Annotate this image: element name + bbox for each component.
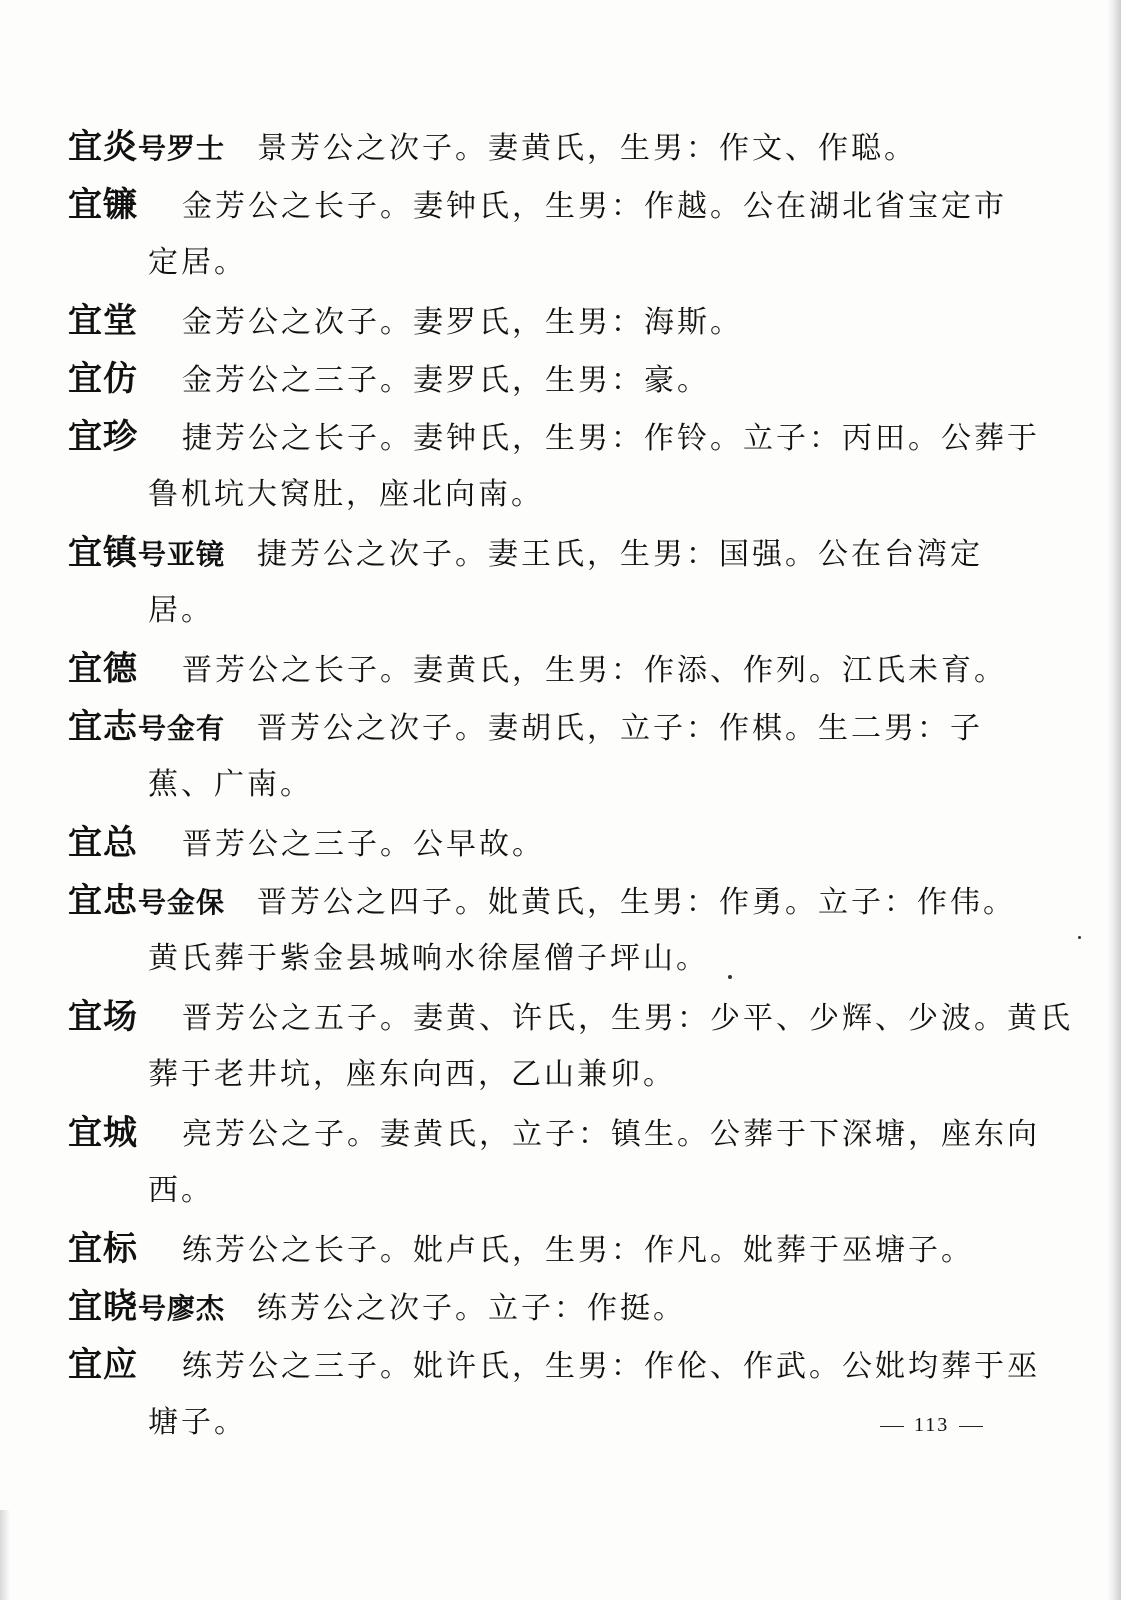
entry-name: 宜堂 [68, 301, 138, 341]
entry-text: 练芳公之次子。立子：作挺。 [257, 1291, 687, 1326]
page-number-dash-left [880, 1426, 904, 1427]
entry-alias: 号亚镜 [138, 538, 226, 571]
entry-name: 宜珍 [68, 417, 138, 457]
entry-text: 练芳公之三子。妣许氏，生男：作伦、作武。公妣均葬于巫 [182, 1349, 1040, 1384]
entry-first-line [68, 698, 1008, 756]
entry-first-line [68, 814, 1008, 872]
entry-first-line [68, 1336, 1040, 1394]
genealogy-entry [68, 292, 1008, 350]
scan-speck [1078, 936, 1081, 939]
genealogy-entry [68, 988, 1073, 1104]
entry-heading [68, 118, 225, 178]
entry-heading [68, 1104, 138, 1162]
entry-heading [68, 292, 138, 350]
genealogy-entry [68, 350, 1008, 408]
genealogy-entry [68, 1278, 1008, 1336]
genealogy-entry [68, 814, 1008, 872]
genealogy-entry [68, 524, 1008, 640]
genealogy-entry [68, 1220, 1008, 1278]
entry-first-line [68, 176, 1008, 234]
entry-heading [68, 814, 138, 872]
entry-text: 金芳公之次子。妻罗氏，生男：海斯。 [182, 305, 743, 340]
entry-text: 晋芳公之三子。公早故。 [182, 827, 545, 862]
entry-continuation-line: 鲁机坑大窝肚，座北向南。 [148, 477, 544, 512]
entry-name: 宜忠 [68, 881, 138, 921]
genealogy-entry [68, 640, 1008, 698]
entry-name: 宜德 [68, 649, 138, 689]
entry-text: 练芳公之长子。妣卢氏，生男：作凡。妣葬于巫塘子。 [182, 1233, 974, 1268]
genealogy-entry [68, 408, 1040, 524]
entry-name: 宜标 [68, 1229, 138, 1269]
genealogy-entries [68, 118, 1073, 1452]
entry-text: 亮芳公之子。妻黄氏，立子：镇生。公葬于下深塘，座东向 [182, 1117, 1040, 1152]
scan-speck [728, 975, 732, 979]
entry-continuation-line: 西。 [148, 1173, 214, 1208]
entry-continuation-line: 蕉、广南。 [148, 767, 313, 802]
entry-first-line [68, 1104, 1040, 1162]
entry-text: 晋芳公之长子。妻黄氏，生男：作添、作列。江氏未育。 [182, 653, 1007, 688]
entry-continuation-line: 黄氏葬于紫金县城响水徐屋僧子坪山。 [148, 941, 709, 976]
entry-first-line [68, 872, 1017, 930]
genealogy-entry [68, 1336, 1040, 1452]
page-number [870, 1414, 993, 1437]
entry-continuation-line: 居。 [148, 593, 214, 628]
page-number-dash-right [959, 1426, 983, 1427]
entry-alias: 号廖杰 [138, 1292, 226, 1325]
entry-heading [68, 988, 138, 1046]
entry-name: 宜镇 [68, 533, 138, 573]
entry-text: 捷芳公之长子。妻钟氏，生男：作铃。立子：丙田。公葬于 [182, 421, 1040, 456]
entry-first-line [68, 988, 1073, 1046]
entry-heading [68, 408, 138, 466]
entry-text: 金芳公之长子。妻钟氏，生男：作越。公在湖北省宝定市 [182, 189, 1007, 224]
entry-name: 宜炎 [68, 127, 138, 167]
genealogy-entry [68, 118, 1008, 176]
scan-edge-shadow-left [0, 1510, 10, 1600]
entry-heading [68, 698, 225, 758]
entry-continuation-line: 葬于老井坑，座东向西，乙山兼卯。 [148, 1057, 676, 1092]
entry-text: 金芳公之三子。妻罗氏，生男：豪。 [182, 363, 710, 398]
entry-first-line [68, 1220, 1008, 1278]
entry-first-line [68, 118, 1008, 176]
entry-first-line [68, 1278, 1008, 1336]
entry-name: 宜城 [68, 1113, 138, 1153]
entry-text: 捷芳公之次子。妻王氏，生男：国强。公在台湾定 [257, 537, 984, 572]
entry-heading [68, 350, 138, 408]
entry-continuation-line: 塘子。 [148, 1405, 247, 1440]
genealogy-entry [68, 872, 1017, 988]
entry-text: 晋芳公之四子。妣黄氏，生男：作勇。立子：作伟。 [257, 885, 1017, 920]
entry-first-line [68, 640, 1008, 698]
entry-heading [68, 872, 225, 932]
entry-name: 宜场 [68, 997, 138, 1037]
entry-text: 晋芳公之次子。妻胡氏，立子：作棋。生二男：子 [257, 711, 984, 746]
page-number-value: 113 [914, 1414, 950, 1436]
entry-heading [68, 176, 138, 234]
entry-first-line [68, 524, 1008, 582]
entry-alias: 号金保 [138, 886, 226, 919]
entry-first-line [68, 292, 1008, 350]
entry-name: 宜晓 [68, 1287, 138, 1327]
entry-name: 宜总 [68, 823, 138, 863]
entry-alias: 号金有 [138, 712, 226, 745]
entry-text: 景芳公之次子。妻黄氏，生男：作文、作聪。 [257, 131, 918, 166]
entry-heading [68, 1220, 138, 1278]
entry-heading [68, 524, 225, 584]
genealogy-entry [68, 698, 1008, 814]
entry-continuation-line: 定居。 [148, 245, 247, 280]
entry-first-line [68, 350, 1008, 408]
entry-name: 宜仿 [68, 359, 138, 399]
entry-name: 宜志 [68, 707, 138, 747]
entry-text: 晋芳公之五子。妻黄、许氏，生男：少平、少辉、少波。黄氏 [182, 1001, 1073, 1036]
genealogy-entry [68, 176, 1008, 292]
entry-name: 宜应 [68, 1345, 138, 1385]
entry-alias: 号罗士 [138, 132, 226, 165]
entry-heading [68, 640, 138, 698]
entry-heading [68, 1278, 225, 1338]
entry-heading [68, 1336, 138, 1394]
entry-first-line [68, 408, 1040, 466]
genealogy-entry [68, 1104, 1040, 1220]
entry-name: 宜镰 [68, 185, 138, 225]
scan-edge-shadow-right [1107, 0, 1121, 1600]
